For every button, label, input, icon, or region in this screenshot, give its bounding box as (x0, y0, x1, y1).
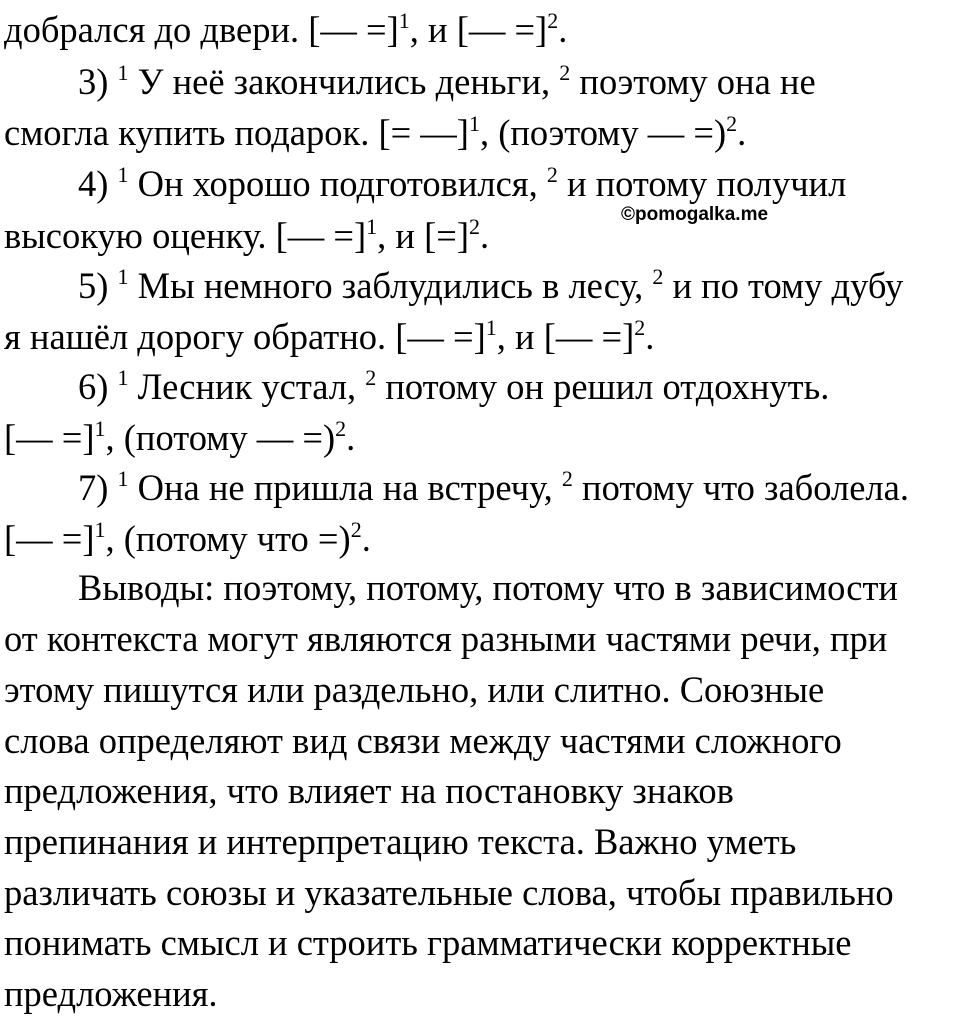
part-number: 2 (350, 517, 362, 542)
part-number: 2 (726, 111, 738, 136)
watermark: ©pomogalka.me (621, 204, 769, 225)
text-segment: , (потому — =) (105, 417, 336, 458)
text-segment: У неё закончились деньги, (128, 61, 560, 102)
text-segment: , и [— =] (409, 9, 548, 50)
part-number: 1 (117, 162, 129, 187)
part-number: 2 (335, 416, 347, 441)
text-segment: предложения, что влияет на постановку знаков (4, 770, 734, 811)
part-number: 2 (634, 315, 646, 340)
part-number: 2 (559, 60, 571, 85)
text-segment: потому что заболела. (572, 467, 909, 508)
part-number: 1 (485, 315, 497, 340)
part-number: 1 (117, 264, 129, 289)
text-segment: 4) (78, 163, 118, 204)
part-number: 2 (547, 8, 559, 33)
text-segment: высокую оценку. [— =] (4, 215, 367, 256)
text-segment: препинания и интерпретацию текста. Важно уметь (4, 821, 797, 862)
part-number: 2 (561, 466, 573, 491)
text-segment: предложения. (4, 973, 218, 1014)
text-segment: смогла купить подарок. [= —] (4, 112, 469, 153)
text-segment: [— =] (4, 518, 95, 559)
text-line-13 (4, 664, 824, 716)
text-segment: . (558, 9, 568, 50)
text-segment: Лесник устал, (128, 366, 366, 407)
part-number: 1 (117, 365, 129, 390)
text-segment: , (потому что =) (105, 518, 351, 559)
text-segment: Он хорошо подготовился, (128, 163, 547, 204)
text-segment: , и [— =] (496, 316, 635, 357)
text-line-18 (4, 917, 852, 969)
part-number: 1 (468, 111, 480, 136)
part-number: 1 (117, 466, 129, 491)
text-segment: Мы немного заблудились в лесу, (128, 265, 653, 306)
text-segment: , (поэтому — =) (479, 112, 727, 153)
text-segment: поэтому она не (570, 61, 816, 102)
text-line-15 (4, 765, 734, 817)
text-segment: от контекста могут являются разными частями речи, при (4, 618, 888, 659)
part-number: 1 (117, 60, 129, 85)
text-segment: я нашёл дорогу обратно. [— =] (4, 316, 486, 357)
part-number: 2 (652, 264, 664, 289)
text-segment: [— =] (4, 417, 95, 458)
part-number: 1 (398, 8, 410, 33)
text-segment: и по тому дубу (663, 265, 904, 306)
text-segment: этому пишутся или раздельно, или слитно. Союзные (4, 669, 825, 710)
text-line-10 (4, 513, 371, 565)
text-segment: 7) (78, 467, 118, 508)
part-number: 2 (365, 365, 377, 390)
text-line-19 (4, 968, 218, 1020)
text-line-5 (78, 260, 903, 312)
text-line-16 (4, 816, 796, 868)
text-line-0 (4, 4, 567, 56)
text-line-12 (4, 613, 887, 665)
text-segment: 6) (78, 366, 118, 407)
text-line-4 (4, 210, 489, 262)
text-segment: различать союзы и указательные слова, чтобы правильно (4, 872, 894, 913)
text-line-9 (78, 462, 909, 514)
text-segment: . (361, 518, 371, 559)
text-segment: . (737, 112, 747, 153)
text-line-11 (78, 562, 898, 614)
text-segment: понимать смысл и строить грамматически корректные (4, 922, 852, 963)
part-number: 1 (94, 517, 106, 542)
part-number: 2 (468, 214, 480, 239)
text-segment: 3) (78, 61, 118, 102)
part-number: 1 (366, 214, 378, 239)
text-line-7 (78, 361, 829, 413)
text-segment: . (346, 417, 356, 458)
text-segment: и потому получил (557, 163, 847, 204)
text-segment: Она не пришла на встречу, (128, 467, 562, 508)
text-segment: . (645, 316, 655, 357)
part-number: 1 (94, 416, 106, 441)
text-segment: 5) (78, 265, 118, 306)
text-line-8 (4, 412, 355, 464)
text-segment: . (479, 215, 490, 256)
text-line-2 (4, 107, 746, 159)
text-line-1 (78, 56, 816, 108)
text-segment: потому он решил отдохнуть. (376, 366, 830, 407)
text-segment: Выводы: поэтому, потому, потому что в зависимости (78, 567, 898, 608)
text-line-14 (4, 715, 842, 767)
text-segment: добрался до двери. [— =] (4, 9, 399, 50)
text-segment: слова определяют вид связи между частями сложного (4, 720, 842, 761)
text-line-17 (4, 867, 894, 919)
text-line-6 (4, 311, 654, 363)
part-number: 2 (546, 162, 558, 187)
text-segment: , и [=] (377, 215, 469, 256)
